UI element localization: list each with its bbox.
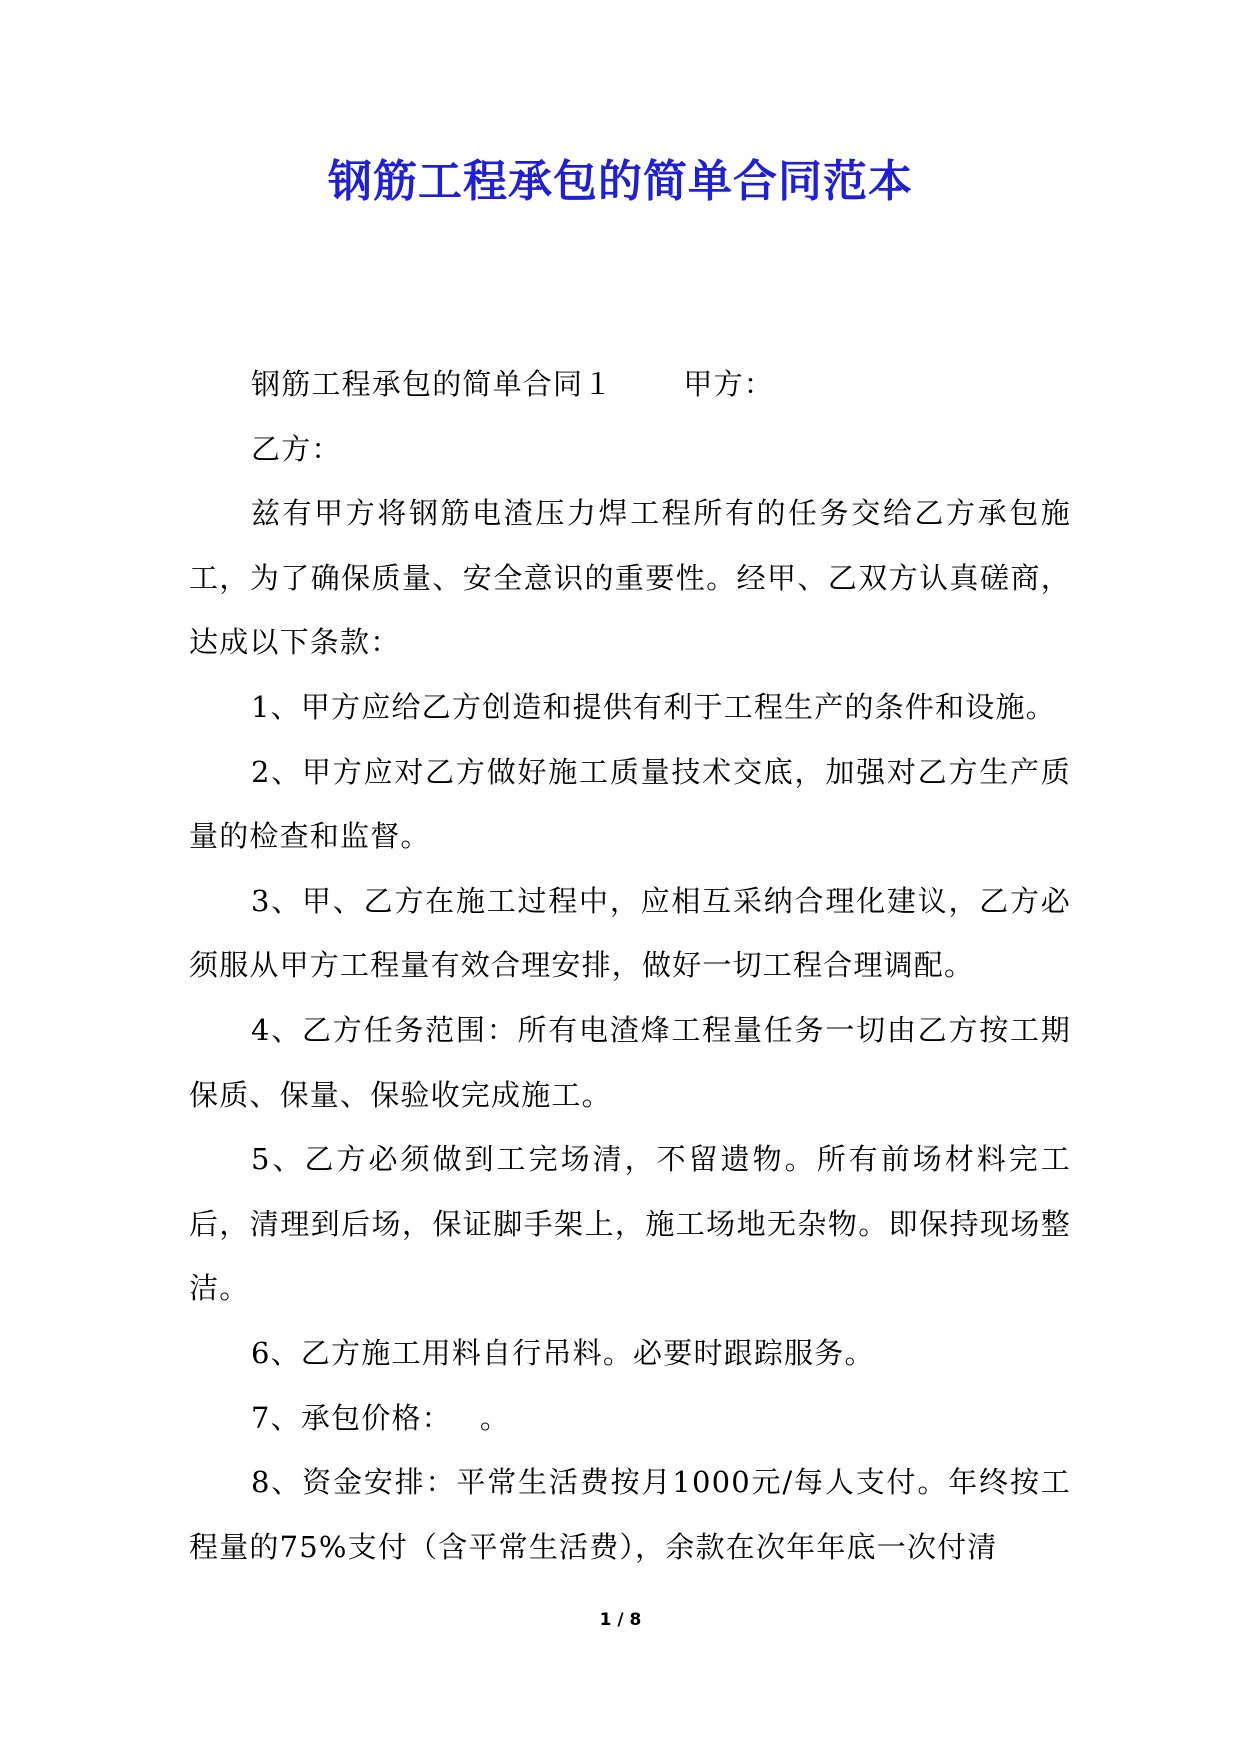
document-title: 钢筋工程承包的简单合同范本 bbox=[328, 156, 913, 207]
clause-6: 6、乙方施工用料自行吊料。必要时跟踪服务。 bbox=[251, 1335, 875, 1370]
contract-subheading: 钢筋工程承包的简单合同１ bbox=[251, 367, 614, 401]
clause-7 bbox=[189, 1386, 1071, 1451]
clause-3: 3、甲、乙方在施工过程中，应相互采纳合理化建议，乙方必须服从甲方工程量有效合理安排，做好一切工程合理调配。 bbox=[189, 883, 1071, 983]
party-b-label: 乙方： bbox=[251, 431, 342, 466]
clause-4: 4、乙方任务范围：所有电渣烽工程量任务一切由乙方按工期保质、保量、保验收完成施工。 bbox=[189, 1012, 1071, 1112]
clause-7-text: 7、承包价格： bbox=[251, 1400, 452, 1435]
clause-5: 5、乙方必须做到工完场清，不留遗物。所有前场材料完工后，清理到后场，保证脚手架上，施工场地无杂物。即保持现场整洁。 bbox=[189, 1142, 1071, 1306]
subheading-line bbox=[189, 352, 1071, 417]
clause-7-end: 。 bbox=[479, 1400, 511, 1435]
page-number: 1 / 8 bbox=[599, 1610, 642, 1630]
clause-8: 8、资金安排：平常生活费按月1000元/每人支付。年终按工程量的75%支付（含平常生活费），余款在次年年底一次付清 bbox=[189, 1465, 1071, 1564]
intro-paragraph: 兹有甲方将钢筋电渣压力焊工程所有的任务交给乙方承包施工，为了确保质量、安全意识的重要性。经甲、乙双方认真磋商，达成以下条款： bbox=[189, 496, 1071, 660]
document-body bbox=[189, 352, 1071, 1579]
party-a-label: 甲方： bbox=[683, 367, 775, 401]
party-b-line bbox=[189, 417, 1071, 482]
clause-2: 2、甲方应对乙方做好施工质量技术交底，加强对乙方生产质量的检查和监督。 bbox=[189, 754, 1071, 854]
clause-1: 1、甲方应给乙方创造和提供有利于工程生产的条件和设施。 bbox=[251, 689, 1056, 724]
